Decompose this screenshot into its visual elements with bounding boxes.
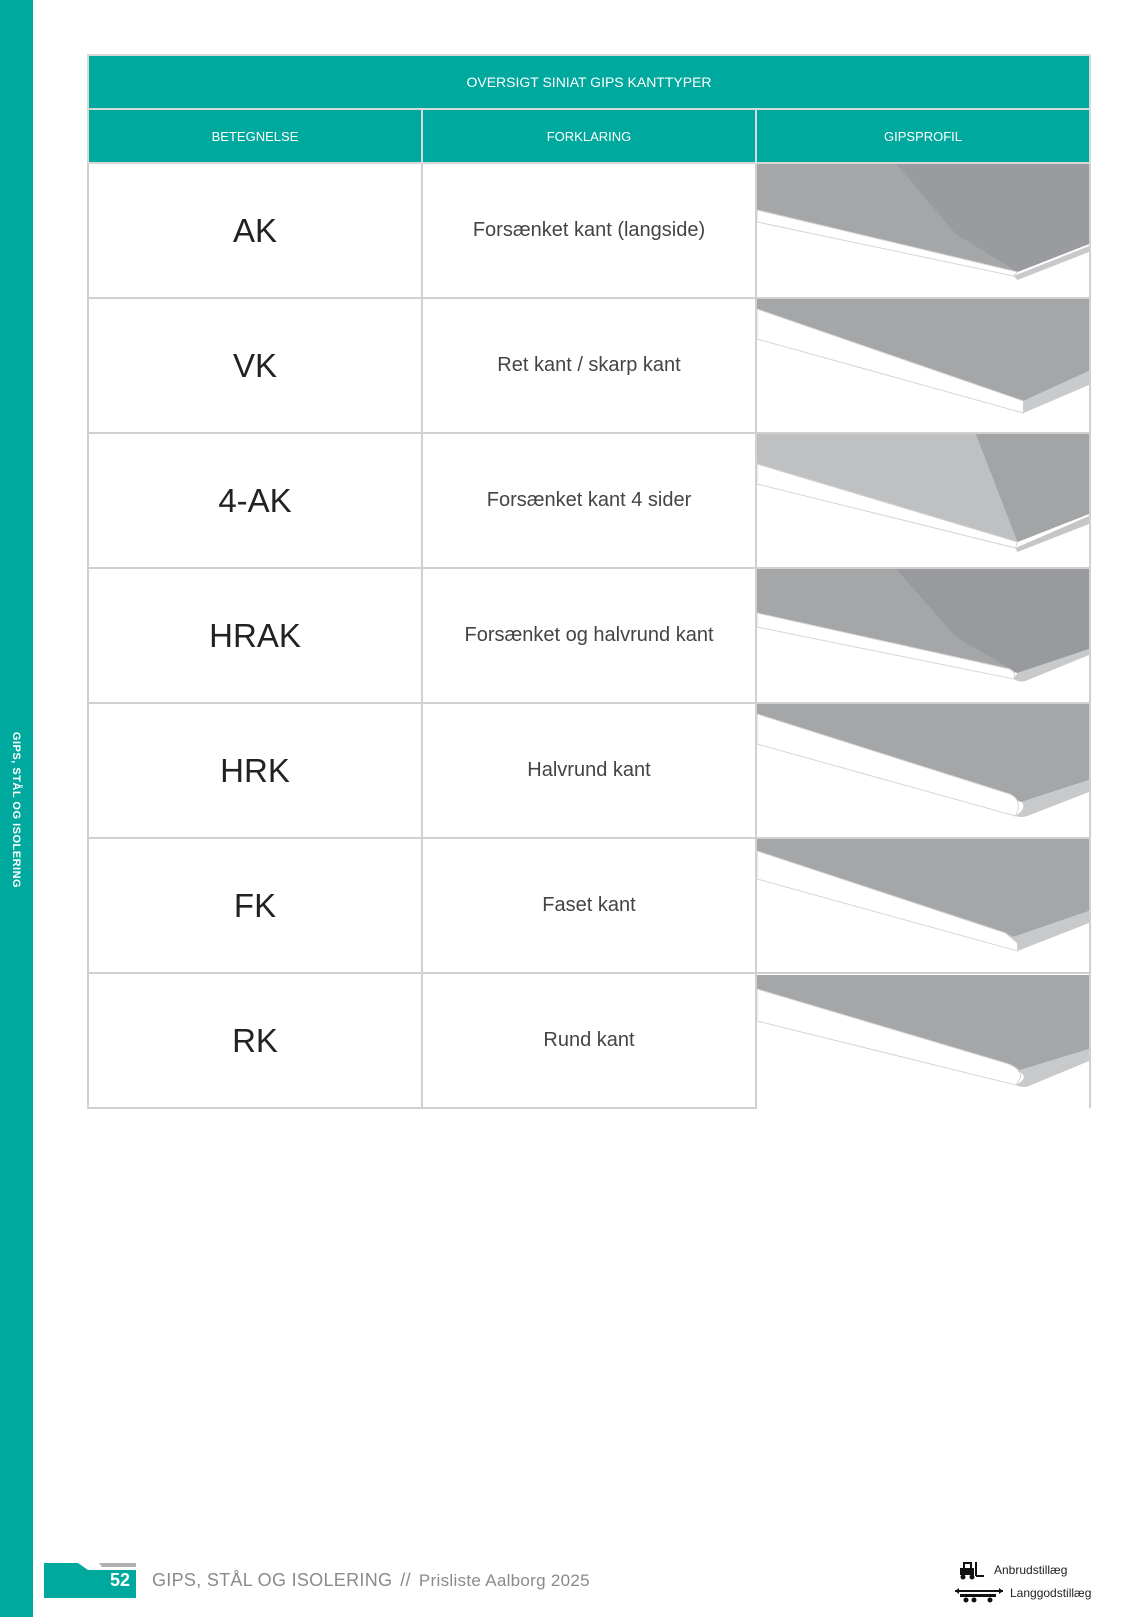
edge-description: Faset kant bbox=[422, 838, 756, 973]
legend-label: Anbrudstillæg bbox=[994, 1562, 1068, 1577]
edge-code: VK bbox=[88, 298, 422, 433]
page-number: 52 bbox=[110, 1570, 131, 1590]
table-row bbox=[88, 838, 1090, 973]
round-edge-profile-image bbox=[756, 973, 1090, 1108]
edge-description: Ret kant / skarp kant bbox=[422, 298, 756, 433]
tapered-4-sides-profile-image bbox=[756, 433, 1090, 568]
header-betegnelse: BETEGNELSE bbox=[88, 109, 422, 163]
legend bbox=[954, 1558, 1094, 1604]
legend-label: Langgodstillæg bbox=[1010, 1585, 1092, 1600]
table-row bbox=[88, 163, 1090, 298]
legend-item bbox=[954, 1558, 1094, 1581]
table-row bbox=[88, 568, 1090, 703]
edge-description: Forsænket kant (langside) bbox=[422, 163, 756, 298]
long-goods-truck-icon bbox=[954, 1583, 1004, 1603]
edge-code: AK bbox=[88, 163, 422, 298]
side-label: GIPS, STÅL OG ISOLERING bbox=[10, 731, 22, 889]
footer-section: GIPS, STÅL OG ISOLERING bbox=[152, 1570, 393, 1590]
table-row bbox=[88, 973, 1090, 1108]
header-forklaring: FORKLARING bbox=[422, 109, 756, 163]
tapered-half-round-edge-profile-image bbox=[756, 568, 1090, 703]
forklift-icon bbox=[954, 1560, 988, 1580]
square-edge-profile-image bbox=[756, 298, 1090, 433]
table-row bbox=[88, 433, 1090, 568]
table-row bbox=[88, 703, 1090, 838]
edge-code: RK bbox=[88, 973, 422, 1108]
footer-title bbox=[152, 1570, 590, 1591]
tapered-edge-profile-image bbox=[756, 163, 1090, 298]
edge-code: HRAK bbox=[88, 568, 422, 703]
edge-code: 4-AK bbox=[88, 433, 422, 568]
table-row bbox=[88, 298, 1090, 433]
bevelled-edge-profile-image bbox=[756, 838, 1090, 973]
edge-description: Forsænket kant 4 sider bbox=[422, 433, 756, 568]
legend-item bbox=[954, 1581, 1094, 1604]
half-round-edge-profile-image bbox=[756, 703, 1090, 838]
edge-code: HRK bbox=[88, 703, 422, 838]
edge-types-table bbox=[87, 54, 1091, 1109]
edge-description: Halvrund kant bbox=[422, 703, 756, 838]
footer-separator: // bbox=[400, 1570, 411, 1590]
side-bar bbox=[0, 0, 33, 1617]
footer-subtitle: Prisliste Aalborg 2025 bbox=[418, 1571, 590, 1590]
edge-description: Rund kant bbox=[422, 973, 756, 1108]
edge-code: FK bbox=[88, 838, 422, 973]
table-title: OVERSIGT SINIAT GIPS KANTTYPER bbox=[88, 55, 1090, 109]
header-gipsprofil: GIPSPROFIL bbox=[756, 109, 1090, 163]
edge-description: Forsænket og halvrund kant bbox=[422, 568, 756, 703]
